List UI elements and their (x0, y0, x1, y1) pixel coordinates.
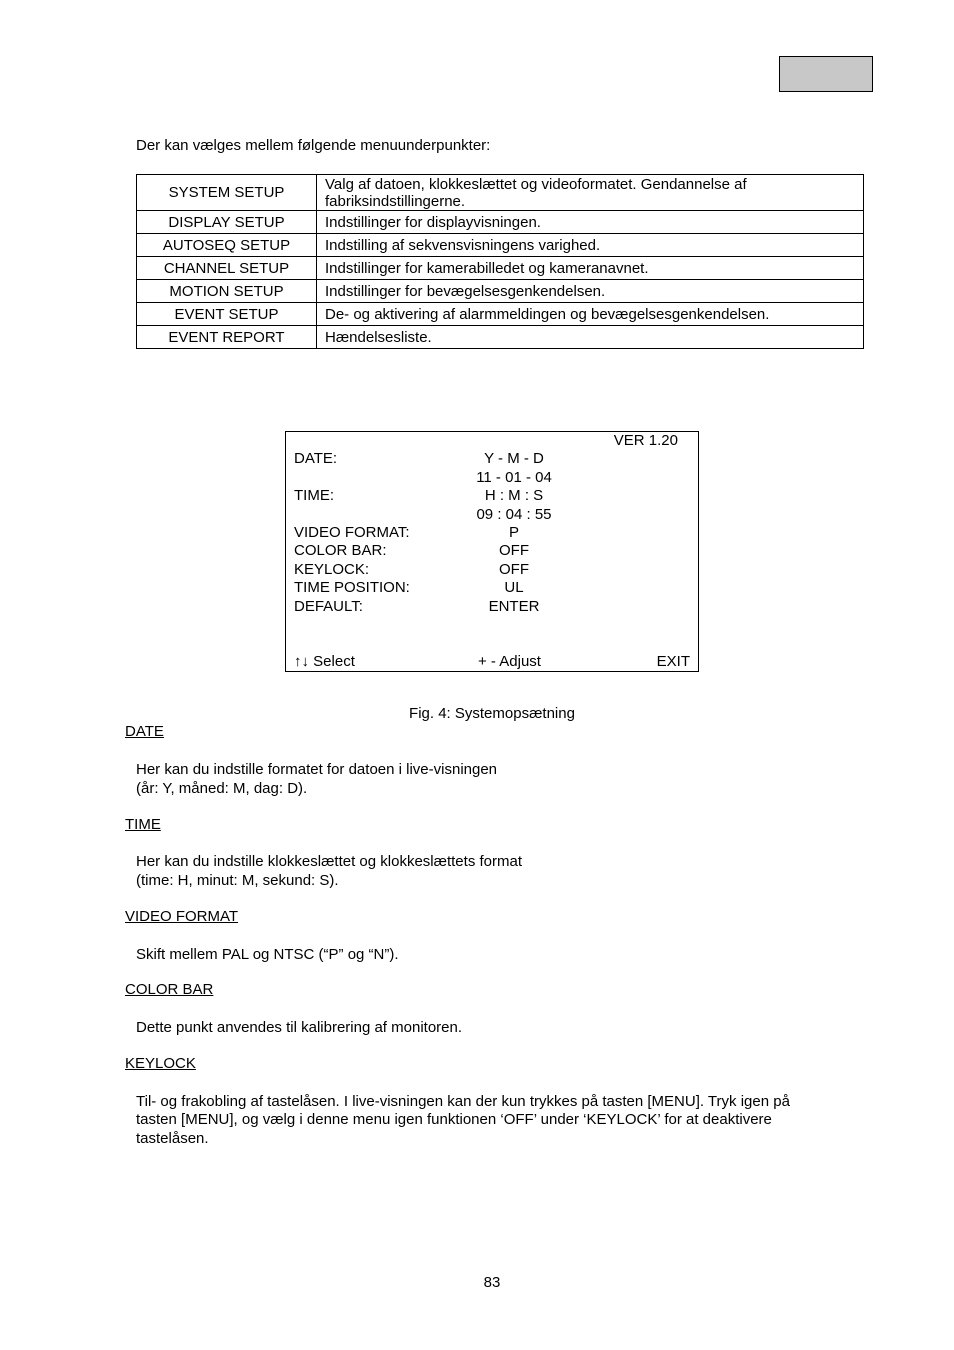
menu-item-description: Indstilling af sekvensvisningens varighed. (317, 234, 864, 257)
menu-item-name: DISPLAY SETUP (137, 211, 317, 234)
osd-time-value: 09 : 04 : 55 (476, 506, 552, 523)
time-heading: TIME (125, 816, 161, 833)
menu-item-name: EVENT SETUP (137, 303, 317, 326)
intro-text: Der kan vælges mellem følgende menuunderpunkter: (136, 137, 491, 154)
osd-color-bar-label: COLOR BAR: (294, 542, 387, 559)
osd-video-format-label: VIDEO FORMAT: (294, 524, 410, 541)
menu-item-description: Indstillinger for displayvisningen. (317, 211, 864, 234)
osd-color-bar-value: OFF (499, 542, 529, 559)
osd-date-value: 11 - 01 - 04 (476, 469, 552, 486)
table-row (137, 211, 864, 234)
osd-adjust-hint: + - Adjust (478, 653, 541, 670)
page-number: 83 (483, 1274, 501, 1291)
menu-item-description: Hændelsesliste. (317, 326, 864, 349)
osd-time-position-label: TIME POSITION: (294, 579, 410, 596)
date-text-line: Her kan du indstille formatet for datoen i live-visningen (136, 761, 498, 778)
osd-select-hint: ↑↓ Select (294, 653, 355, 670)
keylock-text-line: tastelåsen. (136, 1130, 209, 1147)
menu-item-name: CHANNEL SETUP (137, 257, 317, 280)
menu-item-description: Indstillinger for kamerabilledet og kameranavnet. (317, 257, 864, 280)
table-row (137, 326, 864, 349)
menu-item-name: SYSTEM SETUP (137, 175, 317, 211)
color-bar-heading: COLOR BAR (125, 981, 214, 998)
table-row (137, 280, 864, 303)
osd-version: VER 1.20 (613, 432, 678, 449)
system-setup-osd-screen (285, 431, 699, 672)
table-row (137, 303, 864, 326)
menu-item-description: Valg af datoen, klokkeslættet og videoformatet. Gendannelse af fabriksindstillingerne. (317, 175, 864, 211)
osd-time-format: H : M : S (484, 487, 544, 504)
osd-exit-hint: EXIT (656, 653, 690, 670)
color-bar-text: Dette punkt anvendes til kalibrering af monitoren. (136, 1019, 463, 1036)
menu-items-table (136, 174, 864, 349)
time-text-line: (time: H, minut: M, sekund: S). (136, 872, 339, 889)
osd-default-value: ENTER (488, 598, 540, 615)
keylock-heading: KEYLOCK (125, 1055, 196, 1072)
date-text-line: (år: Y, måned: M, dag: D). (136, 780, 308, 797)
date-heading: DATE (125, 723, 164, 740)
language-tab-box (779, 56, 873, 92)
menu-item-description: De- og aktivering af alarmmeldingen og bevægelsesgenkendelsen. (317, 303, 864, 326)
osd-default-label: DEFAULT: (294, 598, 363, 615)
osd-video-format-value: P (508, 524, 520, 541)
table-row (137, 234, 864, 257)
time-text-line: Her kan du indstille klokkeslættet og klokkeslættets format (136, 853, 522, 870)
table-row (137, 257, 864, 280)
osd-keylock-label: KEYLOCK: (294, 561, 370, 578)
table-row (137, 175, 864, 211)
menu-item-name: AUTOSEQ SETUP (137, 234, 317, 257)
video-format-heading: VIDEO FORMAT (125, 908, 239, 925)
osd-keylock-value: OFF (499, 561, 529, 578)
menu-item-name: EVENT REPORT (137, 326, 317, 349)
osd-date-format: Y - M - D (484, 450, 544, 467)
video-format-text: Skift mellem PAL og NTSC (“P” og “N”). (136, 946, 399, 963)
keylock-text-line: Til- og frakobling af tastelåsen. I live-visningen kan der kun trykkes på tasten [MENU]. Tryk igen på (136, 1093, 790, 1110)
menu-item-description: Indstillinger for bevægelsesgenkendelsen. (317, 280, 864, 303)
osd-date-label: DATE: (294, 450, 338, 467)
osd-time-position-value: UL (504, 579, 524, 596)
osd-time-label: TIME: (294, 487, 334, 504)
menu-item-name: MOTION SETUP (137, 280, 317, 303)
figure-caption: Fig. 4: Systemopsætning (409, 705, 575, 722)
keylock-text-line: tasten [MENU], og vælg i denne menu igen funktionen ‘OFF’ under ‘KEYLOCK’ for at deaktivere (136, 1111, 772, 1128)
